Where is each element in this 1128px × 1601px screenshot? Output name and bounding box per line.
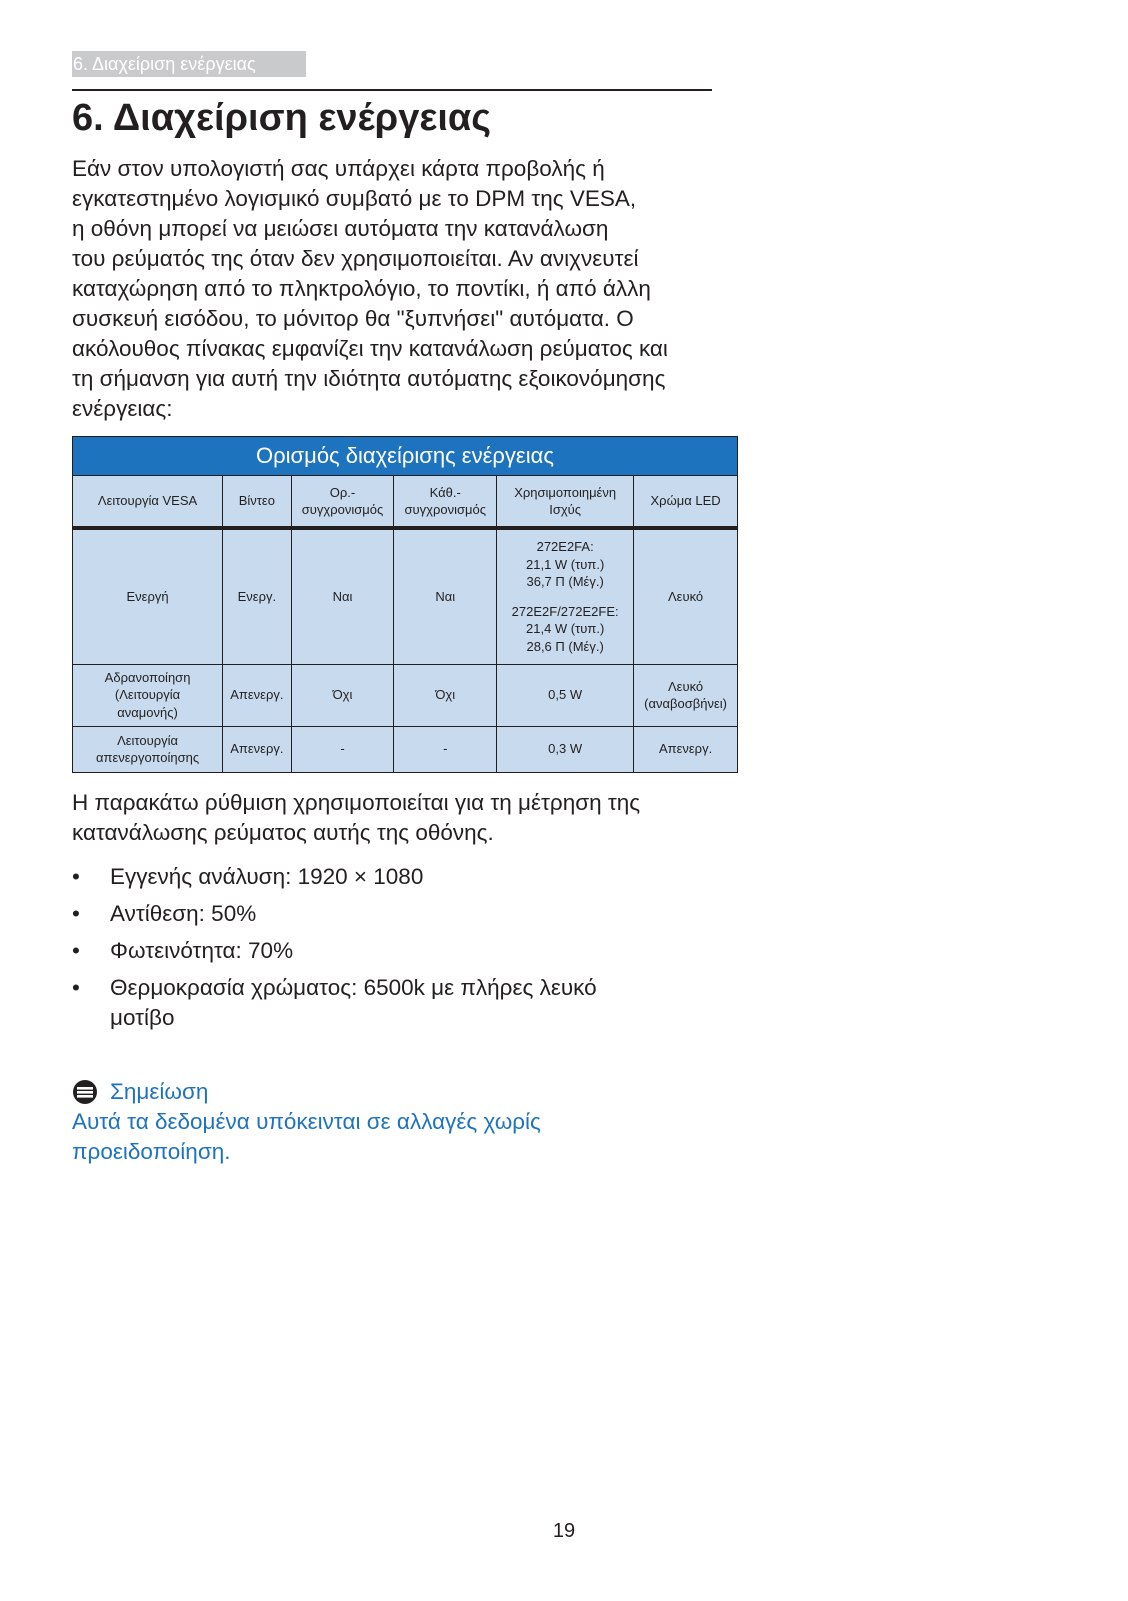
cell-hsync: Ναι [291,528,394,664]
header-vsync: Κάθ.- συγχρονισμός [394,476,497,529]
intro-line: ενέργειας: [72,396,173,421]
cell-led: Λευκό [634,528,738,664]
cell-vsync: Ναι [394,528,497,664]
intro-paragraph [72,154,722,424]
header-led-color: Χρώμα LED [634,476,738,529]
section-tab: 6. Διαχείριση ενέργειας [72,51,306,77]
header-rule [72,89,712,91]
table-row [73,664,738,726]
cell-power: 0,5 W [497,664,634,726]
list-item: • Αντίθεση: 50% [72,899,672,929]
cell-video: Απενεργ. [223,726,292,772]
measurement-paragraph [72,788,722,848]
intro-line: καταχώρηση από το πληκτρολόγιο, το ποντίκι, ή από άλλη [72,276,651,301]
cell-hsync: - [291,726,394,772]
page-number: 19 [552,1520,576,1542]
list-item: • Θερμοκρασία χρώματος: 6500k με πλήρες λευκό μοτίβο [72,975,597,1030]
table-row [73,528,738,664]
table-title: Ορισμός διαχείρισης ενέργειας [73,437,738,476]
power-management-table [72,436,738,773]
table-row [73,726,738,772]
settings-list [72,862,672,1040]
intro-line: συσκευή εισόδου, το μόνιτορ θα "ξυπνήσει" αυτόματα. Ο [72,306,634,331]
cell-hsync: Όχι [291,664,394,726]
bullet: • [72,975,80,1000]
header-video: Βίντεο [223,476,292,529]
page-title: 6. Διαχείριση ενέργειας [72,97,492,139]
list-item: • Φωτεινότητα: 70% [72,936,672,966]
intro-line: του ρεύματός της όταν δεν χρησιμοποιείται. Αν ανιχνευτεί [72,246,639,271]
list-item: • Εγγενής ανάλυση: 1920 × 1080 [72,862,672,892]
intro-line: η οθόνη μπορεί να μειώσει αυτόματα την κατανάλωση [72,216,609,241]
intro-line: ακόλουθος πίνακας εμφανίζει την κατανάλωση ρεύματος και [72,336,668,361]
post-line: κατανάλωσης ρεύματος αυτής της οθόνης. [72,820,494,845]
intro-line: τη σήμανση για αυτή την ιδιότητα αυτόματης εξοικονόμησης [72,366,666,391]
cell-power: 0,3 W [497,726,634,772]
cell-mode: Λειτουργία απενεργοποίησης [73,726,223,772]
note-icon [72,1079,98,1105]
header-power-used: Χρησιμοποιημένη Ισχύς [497,476,634,529]
cell-mode: Αδρανοποίηση (Λειτουργία αναμονής) [73,664,223,726]
bullet: • [72,864,80,889]
intro-line: Εάν στον υπολογιστή σας υπάρχει κάρτα προβολής ή [72,156,605,181]
bullet: • [72,938,80,963]
cell-led: Απενεργ. [634,726,738,772]
intro-line: εγκατεστημένο λογισμικό συμβατό με το DPM της VESA, [72,186,637,211]
post-line: Η παρακάτω ρύθμιση χρησιμοποιείται για τη μέτρηση της [72,790,641,815]
cell-mode: Ενεργή [73,528,223,664]
header-vesa-mode: Λειτουργία VESA [73,476,223,529]
cell-power: 272E2FA: 21,1 W (τυπ.) 36,7 Π (Μέγ.) 272E2F/272E2FE: 21,4 W (τυπ.) 28,6 Π (Μέγ.) [497,528,634,664]
note-title: Σημείωση [110,1079,209,1104]
bullet: • [72,901,80,926]
cell-video: Ενεργ. [223,528,292,664]
header-hsync: Ορ.- συγχρονισμός [291,476,394,529]
cell-vsync: Όχι [394,664,497,726]
table-header-row [73,476,738,529]
note-heading [72,1077,208,1107]
cell-led: Λευκό (αναβοσβήνει) [634,664,738,726]
note-body: Αυτά τα δεδομένα υπόκεινται σε αλλαγές χωρίς προειδοποίηση. [72,1109,541,1164]
cell-video: Απενεργ. [223,664,292,726]
cell-vsync: - [394,726,497,772]
